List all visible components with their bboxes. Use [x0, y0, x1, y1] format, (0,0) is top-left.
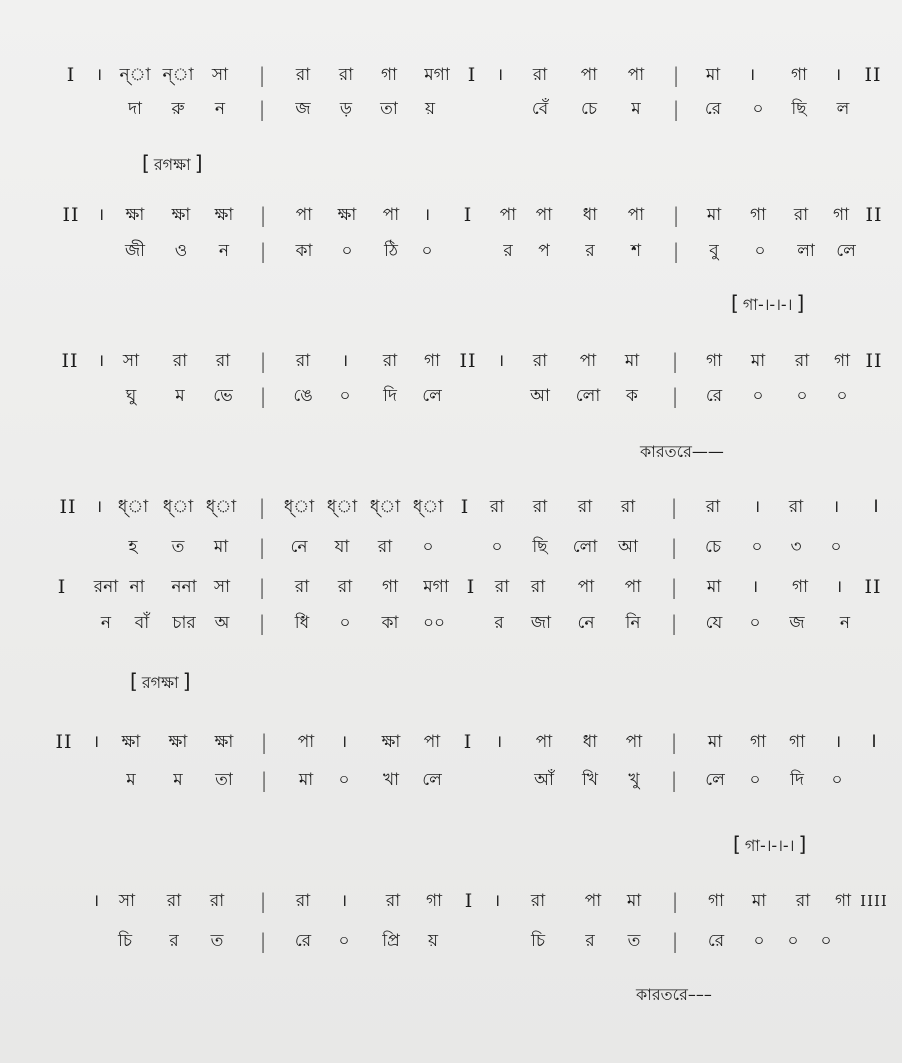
swara-note: পা — [580, 65, 598, 85]
lyric-syllable: ০ — [749, 613, 761, 633]
measure-mark: II — [865, 350, 883, 372]
swara-note: ক্ষা — [125, 205, 145, 225]
swara-note: রা — [215, 351, 231, 371]
swara-note: রা — [172, 351, 188, 371]
swara-note: । — [834, 732, 842, 752]
bar-line: | — [670, 611, 678, 635]
lyric-syllable: দা — [128, 99, 142, 119]
lyric-syllable: ড় — [339, 99, 353, 119]
lyric-syllable: ০ — [831, 770, 843, 790]
lyric-syllable: বু — [709, 241, 719, 261]
bar-line: | — [670, 730, 678, 754]
swara-note: ধ্া — [205, 497, 237, 517]
lyric-syllable: রা — [377, 537, 393, 557]
lyric-syllable: চে — [580, 99, 598, 119]
lyric-syllable: খি — [581, 770, 599, 790]
measure-mark: IIII — [860, 892, 888, 910]
swara-note: । — [832, 497, 840, 517]
swara-note: মা — [707, 732, 723, 752]
lyric-syllable: ০ — [753, 931, 765, 951]
lyric-syllable: ম — [175, 386, 185, 406]
lyric-syllable: প্রি — [382, 931, 400, 951]
measure-mark: II — [864, 64, 882, 86]
swara-note: । — [97, 205, 105, 225]
swara-note: । — [97, 351, 105, 371]
measure-mark: II — [864, 576, 882, 598]
swara-note: ক্ষা — [121, 732, 141, 752]
swara-note: রা — [705, 497, 721, 517]
swara-line-4 — [0, 492, 902, 522]
lyric-syllable: র — [503, 241, 513, 261]
bar-line: | — [258, 575, 266, 599]
bar-line: | — [258, 535, 266, 559]
lyric-syllable: দি — [383, 386, 397, 406]
lyric-line-5 — [0, 608, 902, 638]
swara-note: রা — [209, 891, 225, 911]
swara-note: গা — [425, 891, 443, 911]
lyric-syllable: চার — [172, 613, 196, 633]
swara-note: পা — [579, 351, 597, 371]
swara-note: গা — [834, 891, 852, 911]
lyric-syllable: জ — [789, 613, 805, 633]
lyric-syllable: লে — [422, 386, 442, 406]
swara-note: ধ্া — [162, 497, 194, 517]
lyric-syllable: রু — [171, 99, 185, 119]
lyric-syllable: র — [494, 613, 504, 633]
swara-note: মা — [624, 351, 640, 371]
lyric-syllable: ০ — [749, 770, 761, 790]
lyric-syllable: লে — [836, 241, 856, 261]
swara-note: পা — [535, 732, 553, 752]
swara-note: মা — [626, 891, 642, 911]
swara-note: । — [835, 577, 843, 597]
refrain-marker: কারতরে––– — [636, 985, 712, 1004]
lyric-syllable: ঠি — [384, 241, 398, 261]
lyric-syllable: জ — [295, 99, 311, 119]
bar-line: | — [670, 535, 678, 559]
lyric-syllable: ০ — [752, 99, 764, 119]
lyric-syllable: ক — [626, 386, 638, 406]
swara-note: পা — [297, 732, 315, 752]
swara-note: পা — [624, 577, 642, 597]
swara-note: পা — [577, 577, 595, 597]
lyric-syllable: যা — [334, 537, 350, 557]
swara-note: মগা — [423, 577, 449, 597]
swara-note: । — [495, 732, 503, 752]
lyric-syllable: ম — [173, 770, 183, 790]
swara-note: ধা — [582, 732, 598, 752]
lyric-syllable: ম — [631, 99, 641, 119]
swara-note: রা — [530, 891, 546, 911]
bar-line: | — [260, 768, 268, 792]
lyric-syllable: অ — [214, 613, 230, 633]
swara-note: পা — [627, 205, 645, 225]
swara-note: মা — [750, 351, 766, 371]
lyric-syllable: ০০ — [422, 613, 446, 633]
swara-note: রা — [382, 351, 398, 371]
bar-line: | — [259, 349, 267, 373]
swara-note: পা — [535, 205, 553, 225]
swara-note: ক্ষা — [214, 732, 234, 752]
bar-line: | — [671, 384, 679, 408]
lyric-syllable: যে — [705, 613, 723, 633]
lyric-syllable: ০ — [339, 613, 351, 633]
bar-line: | — [258, 611, 266, 635]
swara-note: গা — [791, 577, 809, 597]
swara-note: রা — [795, 891, 811, 911]
lyric-syllable: জা — [530, 613, 552, 633]
swara-note: রা — [793, 205, 809, 225]
swara-note: রা — [532, 351, 548, 371]
swara-note: রা — [295, 891, 311, 911]
section-tag: [ গা-।-।-। ] — [731, 291, 805, 315]
swara-note: সা — [213, 577, 231, 597]
section-tag-text: গা-।-।-। — [742, 295, 793, 314]
measure-mark: I — [464, 890, 474, 912]
swara-note: রা — [385, 891, 401, 911]
lyric-syllable: বাঁ — [134, 613, 150, 633]
bar-line: | — [670, 768, 678, 792]
lyric-syllable: জী — [124, 241, 146, 261]
swara-note: । — [92, 732, 100, 752]
swara-note: গা — [832, 205, 850, 225]
lyric-syllable: ন — [214, 99, 226, 119]
swara-note: । — [95, 497, 103, 517]
swara-note: ক্ষা — [337, 205, 357, 225]
bar-line: | — [672, 97, 680, 121]
swara-note: রা — [294, 577, 310, 597]
lyric-syllable: ০ — [421, 241, 433, 261]
swara-note: সা — [211, 65, 229, 85]
lyric-syllable: শ — [630, 241, 642, 261]
measure-mark: II — [55, 731, 73, 753]
swara-note: রা — [620, 497, 636, 517]
lyric-syllable: লো — [575, 386, 601, 406]
lyric-syllable: ত — [627, 931, 641, 951]
swara-note: ক্ষা — [171, 205, 191, 225]
lyric-syllable: ঙে — [293, 386, 313, 406]
swara-note: । — [496, 65, 504, 85]
section-tag-text: গা-।-।-। — [744, 836, 795, 855]
bar-line: | — [260, 730, 268, 754]
lyric-syllable: ০ — [339, 386, 351, 406]
swara-note: গা — [423, 351, 441, 371]
measure-mark: I — [460, 496, 470, 518]
swara-note: । — [751, 577, 759, 597]
section-tag-text: রগক্ষা — [141, 673, 179, 692]
measure-mark: II — [865, 204, 883, 226]
swara-line-3 — [0, 346, 902, 376]
swara-note: না — [129, 577, 145, 597]
measure-mark: I — [57, 576, 67, 598]
lyric-syllable: ৩ — [790, 537, 802, 557]
lyric-syllable: ন — [218, 241, 230, 261]
lyric-syllable: ত — [171, 537, 185, 557]
measure-mark: I — [463, 204, 473, 226]
swara-note: মা — [706, 577, 722, 597]
swara-note: রা — [338, 65, 354, 85]
bar-line: | — [259, 203, 267, 227]
lyric-syllable: প — [538, 241, 550, 261]
swara-note: পা — [584, 891, 602, 911]
swara-note: ধ্া — [283, 497, 315, 517]
lyric-syllable: ০ — [787, 931, 799, 951]
swara-note: । — [95, 65, 103, 85]
bar-line: | — [259, 239, 267, 263]
swara-note: ক্ষা — [381, 732, 401, 752]
swara-note: রা — [532, 497, 548, 517]
lyric-syllable: ০ — [491, 537, 503, 557]
swara-note: রা — [489, 497, 505, 517]
swara-note: ন্া — [162, 65, 194, 85]
lyric-line-3 — [0, 381, 902, 411]
lyric-syllable: চে — [704, 537, 722, 557]
lyric-syllable: হ — [128, 537, 138, 557]
swara-note: ক্ষা — [214, 205, 234, 225]
lyric-syllable: লা — [797, 241, 815, 261]
swara-note: পা — [499, 205, 517, 225]
swara-note: মা — [706, 205, 722, 225]
swara-note: ন্া — [119, 65, 151, 85]
lyric-syllable: ন — [100, 613, 112, 633]
bar-line: | — [258, 495, 266, 519]
bar-line: | — [258, 63, 266, 87]
bar-line: | — [671, 349, 679, 373]
bar-line: | — [672, 239, 680, 263]
swara-note: ধ্া — [117, 497, 149, 517]
swara-note: মগা — [424, 65, 450, 85]
section-tag-text: রগক্ষা — [153, 155, 191, 174]
swara-note: ননা — [171, 577, 197, 597]
swara-note: ধ্া — [412, 497, 444, 517]
lyric-syllable: ০ — [836, 386, 848, 406]
lyric-syllable: বেঁ — [531, 99, 549, 119]
swara-note: গা — [790, 65, 808, 85]
swara-note: রা — [788, 497, 804, 517]
lyric-syllable: ভে — [213, 386, 233, 406]
swara-note: ধ্া — [326, 497, 358, 517]
swara-note: । — [341, 351, 349, 371]
swara-note: রা — [530, 577, 546, 597]
bar-line: | — [259, 889, 267, 913]
swara-note: রা — [166, 891, 182, 911]
swara-note: মা — [705, 65, 721, 85]
swara-note: পা — [625, 732, 643, 752]
swara-note: পা — [295, 205, 313, 225]
lyric-syllable: লে — [705, 770, 725, 790]
measure-mark: II — [61, 350, 79, 372]
lyric-line-2 — [0, 236, 902, 266]
swara-note: । — [493, 891, 501, 911]
swara-note: সা — [122, 351, 140, 371]
swara-note: গা — [381, 577, 399, 597]
lyric-syllable: কা — [381, 613, 399, 633]
swara-note: গা — [749, 732, 767, 752]
measure-mark: II — [59, 496, 77, 518]
swara-note: । — [423, 205, 431, 225]
lyric-syllable: কা — [295, 241, 313, 261]
measure-mark: I — [66, 64, 76, 86]
swara-note: । — [92, 891, 100, 911]
lyric-syllable: ছি — [791, 99, 807, 119]
swara-note: গা — [749, 205, 767, 225]
swara-note: গা — [833, 351, 851, 371]
bar-line: | — [259, 384, 267, 408]
lyric-syllable: ০ — [752, 386, 764, 406]
measure-mark: I — [873, 497, 879, 517]
swara-note: গা — [788, 732, 806, 752]
lyric-syllable: রে — [707, 931, 725, 951]
section-tag: [ রগক্ষা ] — [130, 669, 191, 693]
lyric-syllable: তা — [215, 770, 233, 790]
bar-line: | — [671, 929, 679, 953]
lyric-syllable: ঘু — [125, 386, 137, 406]
lyric-syllable: লে — [422, 770, 442, 790]
swara-note: ক্ষা — [168, 732, 188, 752]
bar-line: | — [670, 495, 678, 519]
swara-note: গা — [705, 351, 723, 371]
lyric-line-1 — [0, 94, 902, 124]
swara-line-1 — [0, 60, 902, 90]
lyric-syllable: ও — [174, 241, 188, 261]
lyric-line-7 — [0, 926, 902, 956]
swara-note: রা — [494, 577, 510, 597]
swara-note: সা — [118, 891, 136, 911]
measure-mark: II — [459, 350, 477, 372]
swara-note: পা — [423, 732, 441, 752]
lyric-syllable: ০ — [338, 770, 350, 790]
swara-note: রা — [295, 351, 311, 371]
lyric-syllable: তা — [380, 99, 398, 119]
swara-note: রা — [577, 497, 593, 517]
lyric-syllable: র — [585, 931, 595, 951]
measure-mark: I — [463, 731, 473, 753]
swara-note: । — [497, 351, 505, 371]
lyric-syllable: য় — [427, 931, 439, 951]
lyric-syllable: আ — [618, 537, 638, 557]
lyric-syllable: নে — [577, 613, 595, 633]
bar-line: | — [672, 203, 680, 227]
swara-note: রনা — [93, 577, 119, 597]
lyric-syllable: চি — [117, 931, 133, 951]
swara-note: ধ্া — [369, 497, 401, 517]
lyric-syllable: মা — [213, 537, 229, 557]
lyric-syllable: ০ — [830, 537, 842, 557]
lyric-syllable: ছি — [532, 537, 548, 557]
swara-note: গা — [707, 891, 725, 911]
measure-mark: I — [871, 732, 877, 752]
lyric-line-6 — [0, 765, 902, 795]
swara-note: রা — [295, 65, 311, 85]
bar-line: | — [258, 97, 266, 121]
swara-note: । — [753, 497, 761, 517]
lyric-syllable: ০ — [422, 537, 434, 557]
lyric-syllable: ০ — [338, 931, 350, 951]
swara-note: পা — [382, 205, 400, 225]
lyric-syllable: আঁ — [534, 770, 554, 790]
section-tag: [ গা-।-।-। ] — [733, 832, 807, 856]
measure-mark: II — [62, 204, 80, 226]
section-tag: [ রগক্ষা ] — [142, 151, 203, 175]
bar-line: | — [259, 929, 267, 953]
lyric-line-4 — [0, 532, 902, 562]
lyric-syllable: য় — [424, 99, 436, 119]
swara-note: রা — [337, 577, 353, 597]
lyric-syllable: র — [169, 931, 179, 951]
swara-note: রা — [532, 65, 548, 85]
swara-line-7 — [0, 886, 902, 916]
lyric-syllable: রে — [294, 931, 312, 951]
lyric-syllable: ম — [126, 770, 136, 790]
lyric-syllable: খা — [382, 770, 400, 790]
swara-note: । — [340, 891, 348, 911]
swara-note: গা — [380, 65, 398, 85]
swara-note: ধা — [582, 205, 598, 225]
lyric-syllable: চি — [530, 931, 546, 951]
swara-note: রা — [794, 351, 810, 371]
lyric-syllable: আ — [530, 386, 550, 406]
lyric-syllable: খু — [628, 770, 640, 790]
swara-line-5 — [0, 572, 902, 602]
bar-line: | — [671, 889, 679, 913]
lyric-syllable: নি — [625, 613, 641, 633]
swara-note: পা — [627, 65, 645, 85]
lyric-syllable: ০ — [796, 386, 808, 406]
lyric-syllable: লো — [572, 537, 598, 557]
swara-line-6 — [0, 727, 902, 757]
lyric-syllable: ০ — [751, 537, 763, 557]
bar-line: | — [672, 63, 680, 87]
refrain-marker: কারতরে—— — [640, 442, 724, 461]
lyric-syllable: মা — [298, 770, 314, 790]
lyric-syllable: ধি — [294, 613, 310, 633]
swara-note: । — [340, 732, 348, 752]
bar-line: | — [670, 575, 678, 599]
lyric-syllable: ০ — [820, 931, 832, 951]
lyric-syllable: ন — [839, 613, 851, 633]
lyric-syllable: ত — [210, 931, 224, 951]
lyric-syllable: নে — [290, 537, 308, 557]
lyric-syllable: ০ — [754, 241, 766, 261]
swara-note: মা — [751, 891, 767, 911]
measure-mark: I — [466, 576, 476, 598]
lyric-syllable: রে — [704, 99, 722, 119]
swara-line-2 — [0, 200, 902, 230]
lyric-syllable: রে — [705, 386, 723, 406]
lyric-syllable: ল — [836, 99, 850, 119]
lyric-syllable: র — [585, 241, 595, 261]
lyric-syllable: ০ — [341, 241, 353, 261]
swara-note: । — [748, 65, 756, 85]
measure-mark: I — [467, 64, 477, 86]
swara-note: । — [834, 65, 842, 85]
lyric-syllable: দি — [790, 770, 804, 790]
